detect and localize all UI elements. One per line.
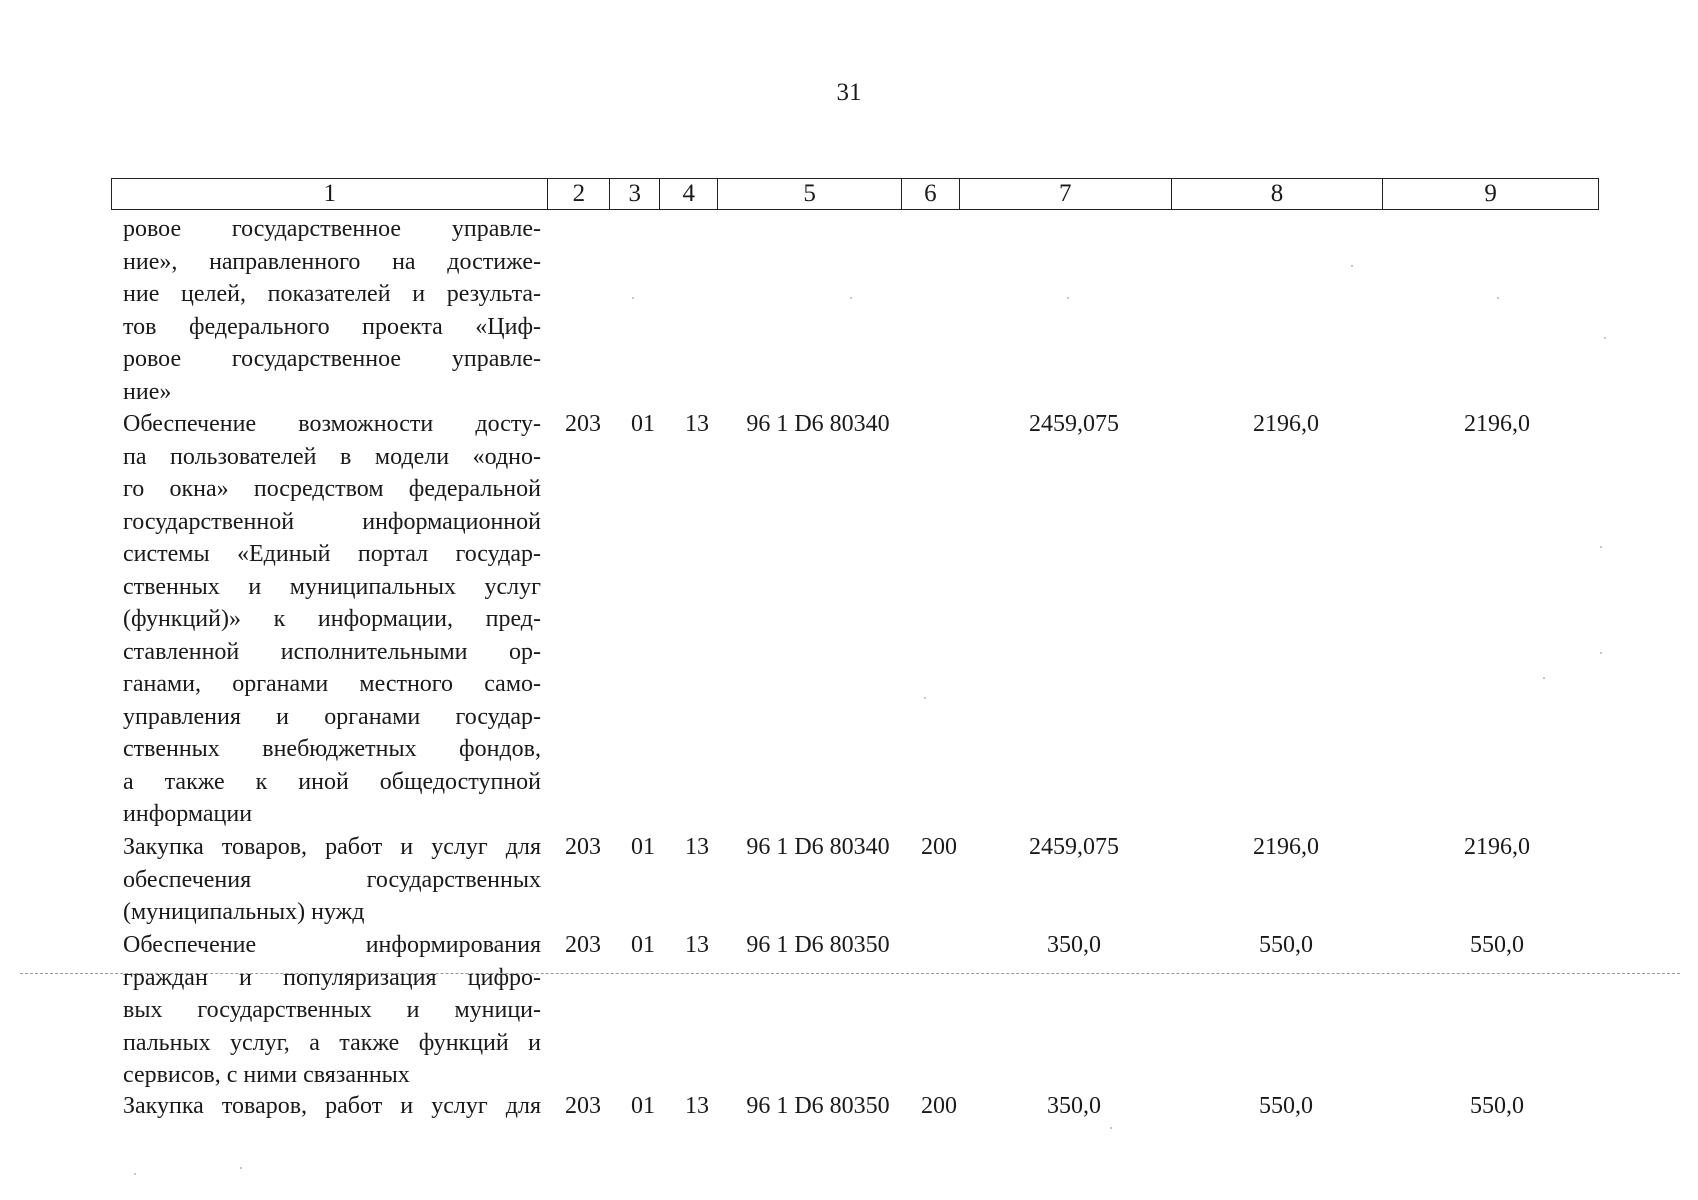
row-name-line: вых государственных и муници-: [123, 997, 541, 1023]
cell-amount-col8: 2196,0: [1253, 411, 1319, 437]
row-name-line: государственной информационной: [123, 508, 541, 535]
cell-section: 01: [631, 411, 655, 437]
scan-artifact-line: [20, 973, 1680, 974]
cell-amount-col8: 2196,0: [1253, 834, 1319, 860]
scan-speck: [134, 1173, 136, 1175]
row-name-line: ственных и муниципальных услуг: [123, 573, 541, 600]
scan-speck: [1600, 652, 1602, 654]
cell-amount-col7: 2459,075: [1029, 834, 1119, 860]
scan-speck: [1604, 337, 1606, 339]
cell-ministry: 203: [565, 1093, 601, 1119]
cell-subsection: 13: [685, 834, 709, 860]
row-name-line: пальных услуг, а также функций и: [123, 1029, 541, 1056]
row-name-line: тов федерального проекта «Циф-: [123, 313, 541, 340]
row-name: [123, 831, 541, 929]
header-col-6: 6: [902, 179, 960, 209]
page-number: 31: [836, 79, 862, 106]
header-col-8: 8: [1172, 179, 1384, 209]
row-name-line: Закупка товаров, работ и услуг для: [123, 834, 541, 860]
row-name: [123, 408, 541, 831]
cell-section: 01: [631, 834, 655, 860]
row-name: [123, 213, 541, 408]
row-name-line: ственных внебюджетных фондов,: [123, 736, 541, 762]
scan-speck: [924, 697, 926, 699]
scan-speck: [1600, 546, 1602, 548]
cell-amount-col9: 550,0: [1470, 932, 1524, 958]
cell-amount-col7: 350,0: [1047, 932, 1101, 958]
cell-target-article: 96 1 D6 80350: [746, 1093, 890, 1119]
cell-amount-col7: 2459,075: [1029, 411, 1119, 437]
row-name-line: (муниципальных) нужд: [123, 899, 365, 925]
scan-speck: [850, 297, 852, 299]
row-name-line: ние»: [123, 378, 172, 405]
row-name-line: системы «Единый портал государ-: [123, 541, 541, 567]
scan-speck: [1110, 1127, 1112, 1129]
cell-amount-col8: 550,0: [1259, 1093, 1313, 1119]
header-col-7: 7: [960, 179, 1172, 209]
row-name-line: ние целей, показателей и результа-: [123, 281, 541, 307]
cell-ministry: 203: [565, 411, 601, 437]
row-name-line: (функций)» к информации, пред-: [123, 606, 541, 632]
row-name-line: сервисов, с ними связанных: [123, 1062, 410, 1088]
cell-amount-col8: 550,0: [1259, 932, 1313, 958]
header-col-2: 2: [548, 179, 610, 209]
cell-amount-col7: 350,0: [1047, 1093, 1101, 1119]
cell-ministry: 203: [565, 834, 601, 860]
header-col-3: 3: [610, 179, 660, 209]
table-header-row: [111, 178, 1599, 210]
cell-subsection: 13: [685, 411, 709, 437]
row-name-line: ганами, органами местного само-: [123, 671, 541, 697]
header-col-4: 4: [660, 179, 718, 209]
header-col-9: 9: [1484, 180, 1497, 207]
header-col-1: 1: [112, 179, 548, 209]
header-col-5: 5: [718, 179, 902, 209]
row-name-line: Обеспечение информирования: [123, 932, 541, 958]
row-name-line: обеспечения государственных: [123, 866, 541, 893]
row-name: [123, 1090, 541, 1123]
scan-speck: [1543, 677, 1545, 679]
cell-subsection: 13: [685, 1093, 709, 1119]
row-name-line: управления и органами государ-: [123, 703, 541, 730]
cell-section: 01: [631, 1093, 655, 1119]
row-name: [123, 929, 541, 1092]
cell-amount-col9: 2196,0: [1464, 834, 1530, 860]
row-name-line: ние», направленного на достиже-: [123, 248, 541, 275]
cell-section: 01: [631, 932, 655, 958]
cell-expense-type: 200: [921, 834, 957, 860]
row-name-line: Обеспечение возможности досту-: [123, 411, 541, 437]
cell-ministry: 203: [565, 932, 601, 958]
row-name-line: Закупка товаров, работ и услуг для: [123, 1093, 541, 1119]
row-name-line: граждан и популяризация цифро-: [123, 964, 541, 991]
row-name-line: ставленной исполнительными ор-: [123, 638, 541, 665]
scan-speck: [632, 297, 634, 299]
cell-subsection: 13: [685, 932, 709, 958]
scan-speck: [1067, 297, 1069, 299]
scan-speck: [1351, 265, 1353, 267]
row-name-line: информации: [123, 801, 253, 827]
scan-speck: [1497, 297, 1499, 299]
row-name-line: а также к иной общедоступной: [123, 768, 541, 795]
row-name-line: па пользователей в модели «одно-: [123, 443, 541, 470]
row-name-line: ровое государственное управле-: [123, 216, 541, 242]
scan-speck: [240, 1167, 242, 1169]
row-name-line: го окна» посредством федеральной: [123, 476, 541, 502]
cell-target-article: 96 1 D6 80340: [746, 411, 890, 437]
cell-expense-type: 200: [921, 1093, 957, 1119]
cell-amount-col9: 2196,0: [1464, 411, 1530, 437]
cell-target-article: 96 1 D6 80340: [746, 834, 890, 860]
row-name-line: ровое государственное управле-: [123, 346, 541, 372]
cell-amount-col9: 550,0: [1470, 1093, 1524, 1119]
cell-target-article: 96 1 D6 80350: [746, 932, 890, 958]
